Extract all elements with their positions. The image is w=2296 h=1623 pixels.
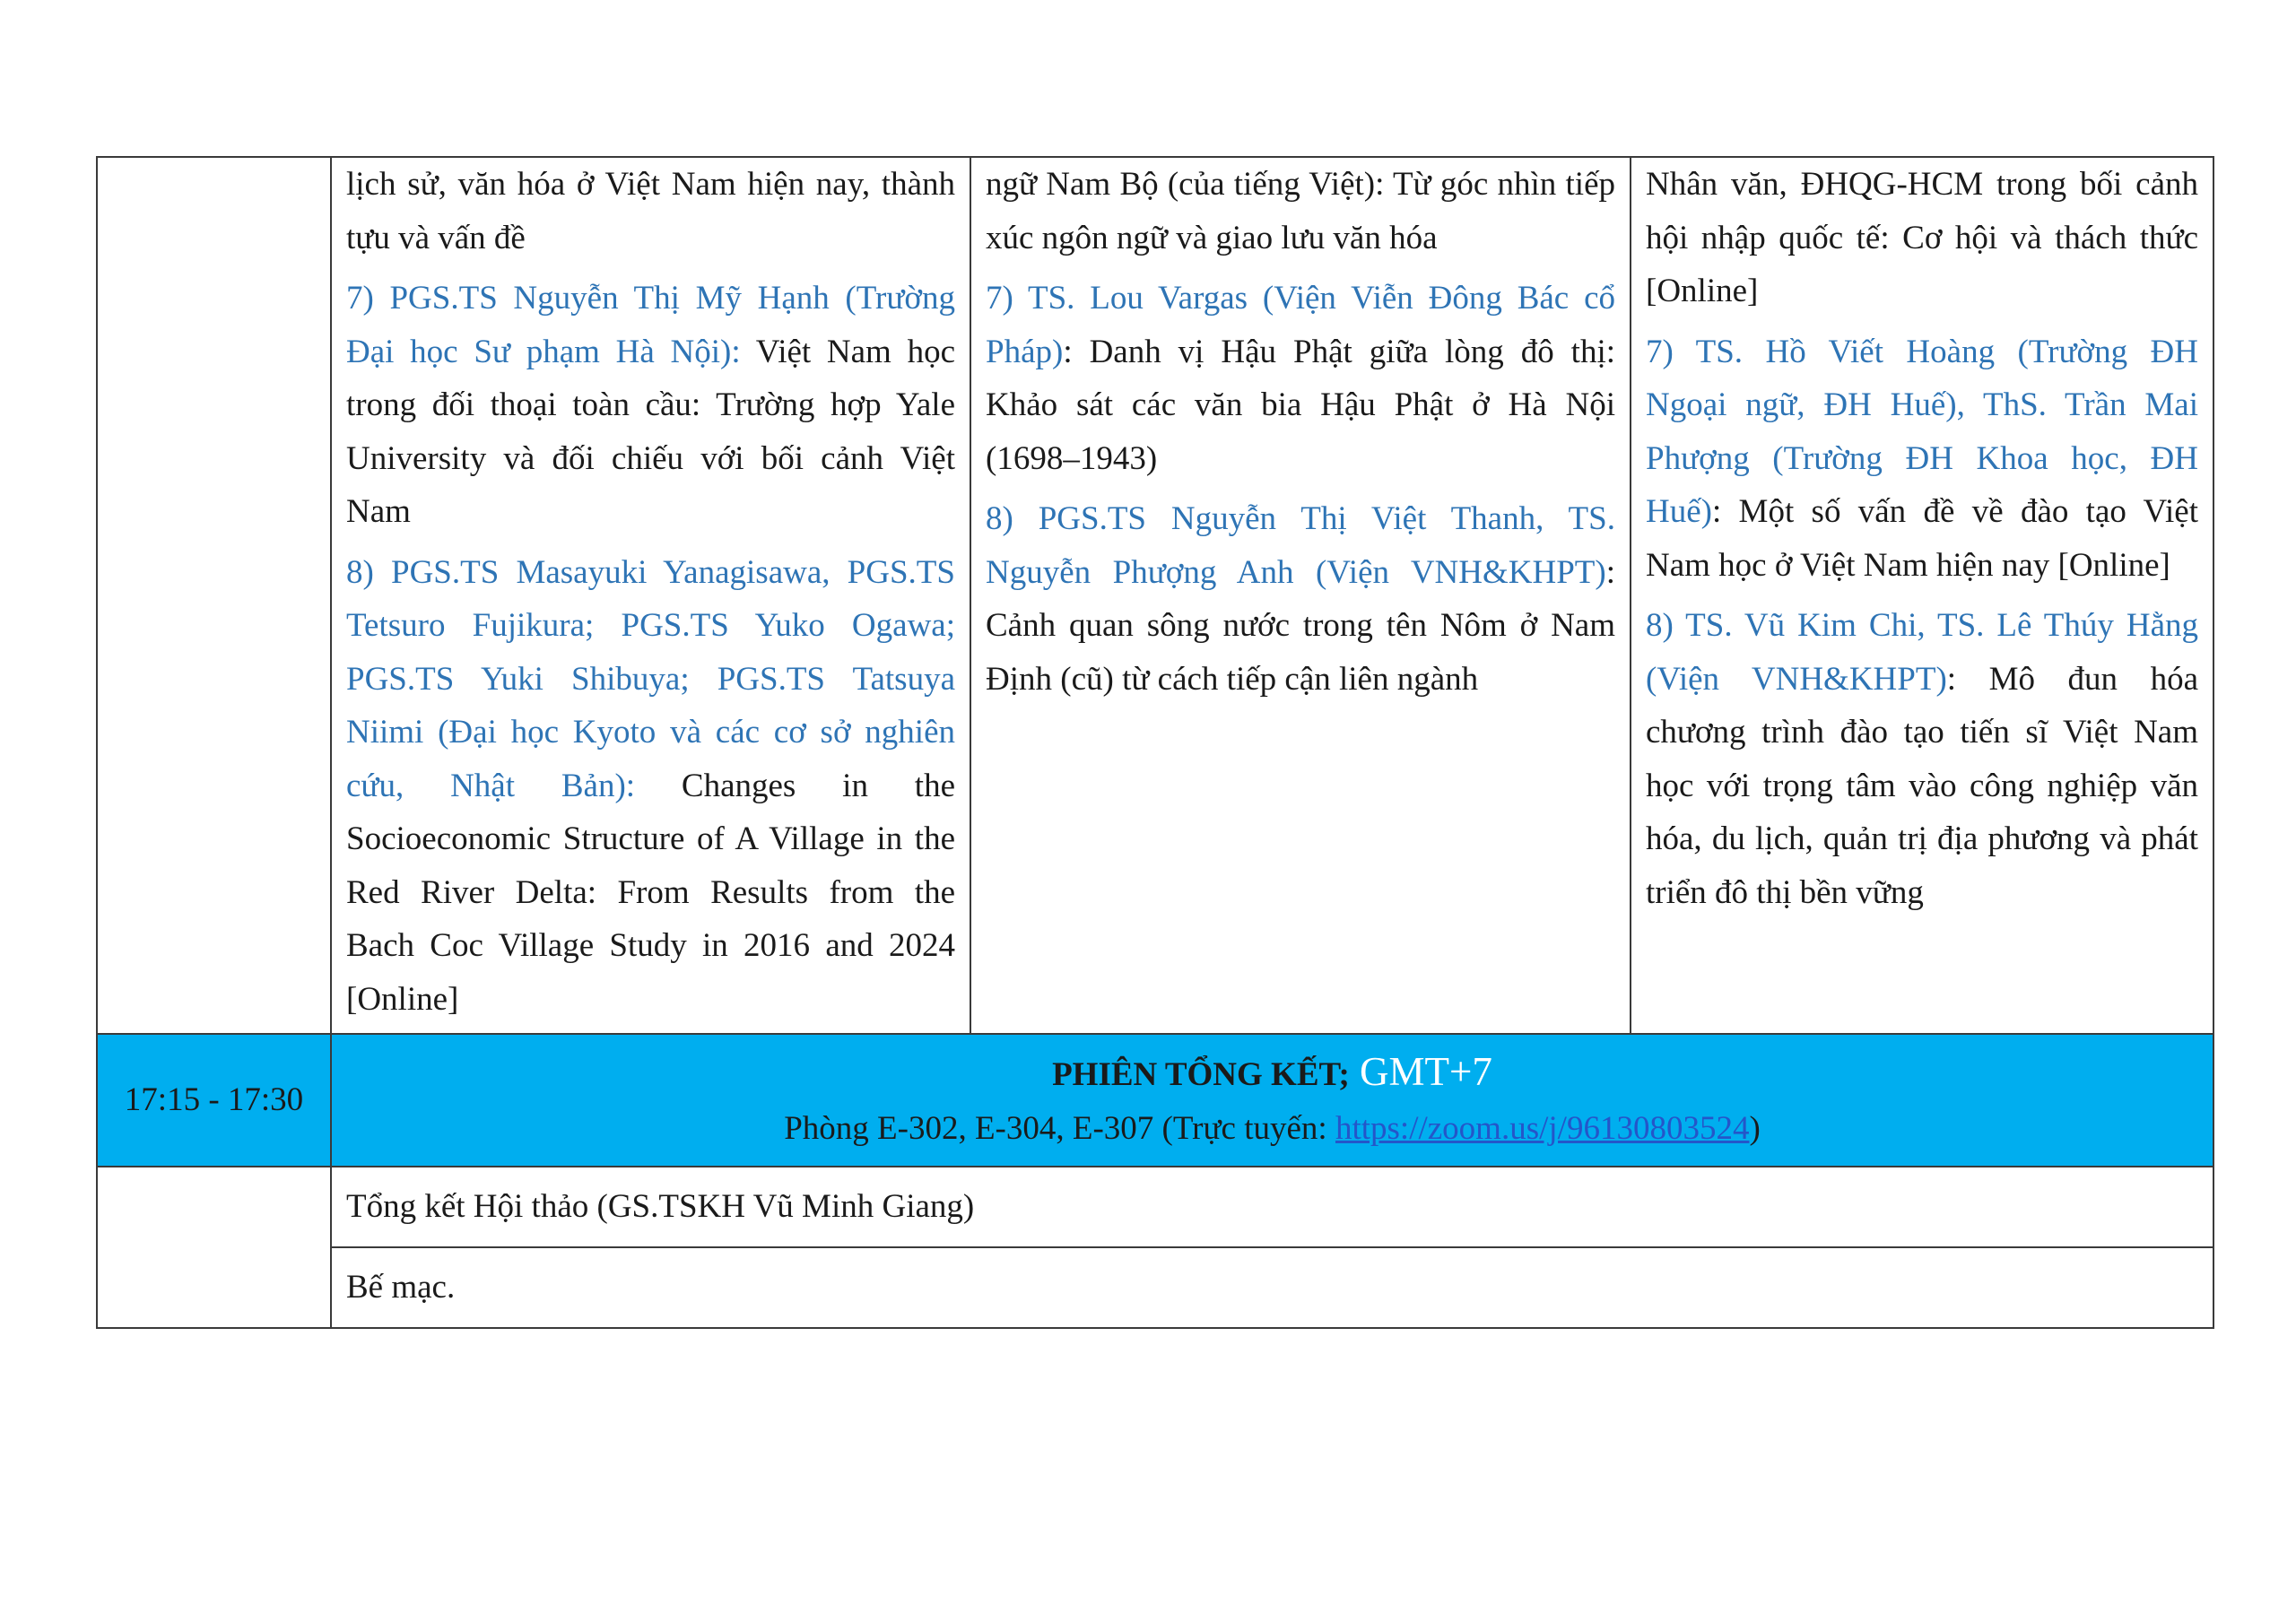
presentation-title: ngữ Nam Bộ (của tiếng Việt): Từ góc nhìn tiếp xúc ngôn ngữ và giao lưu văn hóa [986, 166, 1615, 256]
presentation-entry [986, 492, 1615, 706]
presentation-entry [1646, 158, 2198, 318]
presenter-name: 7) TS. Hồ Viết Hoàng (Trường ĐH Ngoại ngữ, ĐH Huế), ThS. Trần Mai Phượng (Trường ĐH Khoa học, ĐH Huế) [1646, 333, 2198, 530]
schedule-table [96, 156, 2214, 1329]
presentation-entry [986, 272, 1615, 485]
presentation-title: Nhân văn, ĐHQG-HCM trong bối cảnh hội nhập quốc tế: Cơ hội và thách thức [Online] [1646, 166, 2198, 309]
closing-time-cell-empty [97, 1167, 331, 1328]
presentation-entry [346, 546, 955, 1027]
presentation-title: : Cảnh quan sông nước trong tên Nôm ở Nam Định (cũ) từ cách tiếp cận liên ngành [986, 553, 1615, 698]
presenter-name: 8) TS. Vũ Kim Chi, TS. Lê Thúy Hằng (Viện VNH&KHPT) [1646, 607, 2198, 698]
closing-item: Tổng kết Hội thảo (GS.TSKH Vũ Minh Giang) [331, 1167, 2213, 1247]
presentation-entry [346, 158, 955, 265]
rooms-prefix: Phòng E-302, E-304, E-307 (Trực tuyến: [784, 1109, 1335, 1147]
summary-title: PHIÊN TỔNG KẾT; [1052, 1056, 1350, 1093]
presentation-title: : Danh vị Hậu Phật giữa lòng đô thị: Khảo sát các văn bia Hậu Phật ở Hà Nội (1698–1943) [986, 333, 1615, 477]
presentation-title: : Mô đun hóa chương trình đào tạo tiến sĩ Việt Nam học với trọng tâm vào công nghiệp văn hóa, du lịch, quản trị địa phương và phát triển đô thị bền vững [1646, 660, 2198, 911]
presentation-title: Changes in the Socioeconomic Structure of A Village in the Red River Delta: From Results from the Bach Coc Village Study in 2016 and 2024 [Online] [346, 767, 955, 1018]
presenter-name: 8) PGS.TS Masayuki Yanagisawa, PGS.TS Tetsuro Fujikura; PGS.TS Yuko Ogawa; PGS.TS Yuki Shibuya; PGS.TS Tatsuya Niimi (Đại học Kyoto và các cơ sở nghiên cứu, Nhật Bản): [346, 553, 955, 804]
summary-session-row [97, 1034, 2213, 1167]
presentation-entry [346, 272, 955, 539]
summary-rooms [346, 1102, 2198, 1156]
presentation-title: Việt Nam học trong đối thoại toàn cầu: Trường hợp Yale University và đối chiếu với bối cảnh Việt Nam [346, 333, 956, 530]
summary-heading [346, 1046, 2198, 1102]
summary-session-cell [331, 1034, 2213, 1167]
presentations-row [97, 157, 2213, 1034]
closing-row [97, 1167, 2213, 1247]
time-cell-empty [97, 157, 331, 1034]
session-column-3 [1631, 157, 2213, 1034]
summary-time: 17:15 - 17:30 [97, 1034, 331, 1167]
presenter-name: 8) PGS.TS Nguyễn Thị Việt Thanh, TS. Nguyễn Phượng Anh (Viện VNH&KHPT) [986, 500, 1615, 591]
summary-timezone: GMT+7 [1349, 1049, 1492, 1094]
presentation-entry [1646, 325, 2198, 593]
rooms-suffix: ) [1749, 1109, 1761, 1147]
presentation-title: lịch sử, văn hóa ở Việt Nam hiện nay, thành tựu và vấn đề [346, 166, 955, 256]
closing-item: Bế mạc. [331, 1247, 2213, 1328]
presenter-name: 7) TS. Lou Vargas (Viện Viễn Đông Bác cổ Pháp) [986, 280, 1615, 370]
presentation-entry [986, 158, 1615, 265]
zoom-link[interactable]: https://zoom.us/j/96130803524 [1335, 1109, 1750, 1147]
presentation-title: : Một số vấn đề về đào tạo Việt Nam học ở Việt Nam hiện nay [Online] [1646, 493, 2198, 584]
session-column-2 [970, 157, 1631, 1034]
presenter-name: 7) PGS.TS Nguyễn Thị Mỹ Hạnh (Trường Đại học Sư phạm Hà Nội): [346, 280, 955, 370]
presentation-entry [1646, 599, 2198, 919]
session-column-1 [331, 157, 970, 1034]
closing-row [97, 1247, 2213, 1328]
